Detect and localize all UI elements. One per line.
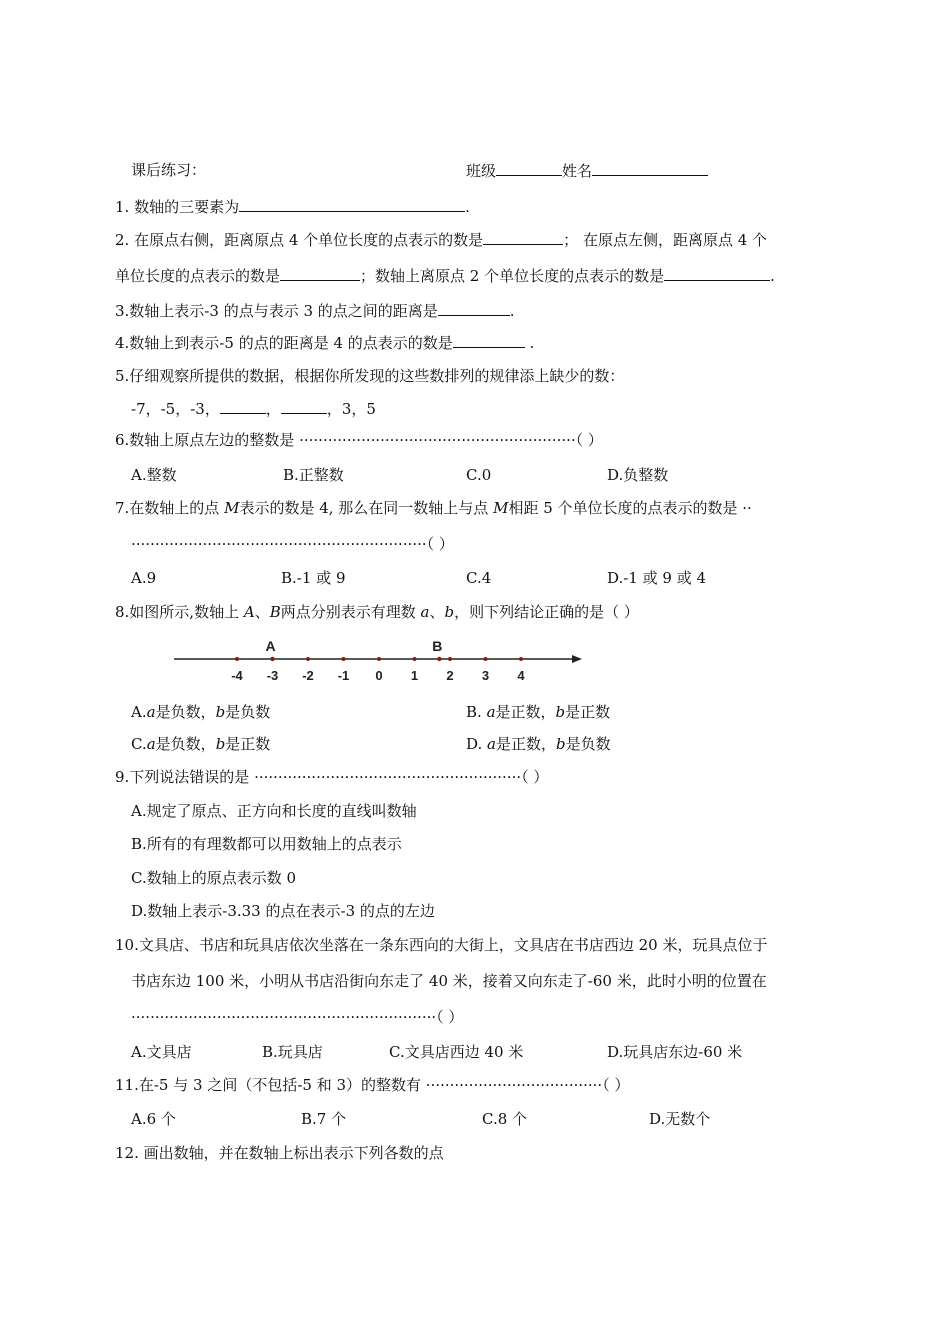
question-10: 10.文具店、书店和玩具店依次坐落在一条东西向的大街上，文具店在书店西边 20 米，玩具点位于: [115, 936, 768, 954]
point-b-label: B: [432, 638, 443, 654]
option-text: 是负数，: [155, 703, 216, 721]
option-b[interactable]: B.所有的有理数都可以用数轴上的点表示: [131, 835, 402, 853]
question-8-text-e: ，则下列结论正确的是（ ）: [454, 603, 639, 621]
option-text: 是正数，: [495, 703, 556, 721]
tick-mark: [484, 657, 488, 661]
question-10-leader: [131, 1007, 463, 1027]
sequence-start: -7，-5，-3，: [131, 400, 220, 418]
option-text: 是负数，: [155, 735, 216, 753]
tick-label: -3: [266, 668, 279, 683]
class-label: 班级: [466, 162, 497, 180]
leader-dots: ·····································: [425, 1076, 603, 1094]
point-a-label: A: [265, 638, 276, 654]
option-a[interactable]: A.规定了原点、正方向和长度的直线叫数轴: [131, 802, 417, 820]
tick-mark: [342, 657, 346, 661]
var-b: b: [215, 703, 226, 721]
question-2-text-a: 2. 在原点右侧，距离原点 4 个单位长度的点表示的数是: [115, 231, 484, 249]
option-c[interactable]: [131, 734, 270, 754]
option-c[interactable]: C.文具店西边 40 米: [389, 1043, 524, 1061]
question-7-text-c: 相距 5 个单位长度的点表示的数是 ··: [508, 499, 752, 517]
question-2-text-b: ； 在原点左侧，距离原点 4 个: [563, 231, 768, 249]
point-m: M: [493, 499, 509, 517]
option-text: 是负数: [565, 735, 611, 753]
var-b: b: [555, 703, 566, 721]
tick-label: 4: [517, 668, 525, 683]
question-10-cont: 书店东边 100 米，小明从书店沿街向东走了 40 米，接着又向东走了-60 米，此时小明的位置在: [131, 972, 767, 990]
question-8-text-c: 两点分别表示有理数: [280, 603, 421, 621]
tick-label: -4: [231, 668, 243, 683]
var-a: a: [420, 603, 430, 621]
option-letter: A.: [131, 703, 147, 721]
answer-blank[interactable]: [281, 398, 327, 414]
question-2-text-c: 单位长度的点表示的数是: [115, 267, 281, 285]
punct: .: [770, 267, 775, 285]
question-2: [115, 229, 767, 250]
question-7-cont: [131, 534, 454, 554]
question-5-sequence: [131, 398, 376, 419]
name-blank[interactable]: [592, 160, 708, 176]
var-a: a: [487, 735, 496, 753]
option-d[interactable]: D.无数个: [649, 1110, 711, 1128]
option-b[interactable]: [466, 702, 610, 722]
question-9-text: 9.下列说法错误的是: [115, 768, 255, 786]
tick-mark: [413, 657, 417, 661]
answer-blank[interactable]: [239, 196, 465, 212]
question-4: [115, 332, 534, 353]
option-b[interactable]: B.-1 或 9: [281, 569, 346, 587]
option-d[interactable]: D.负整数: [607, 466, 669, 484]
answer-blank[interactable]: [664, 265, 770, 281]
question-12: 12. 画出数轴，并在数轴上标出表示下列各数的点: [115, 1144, 444, 1162]
option-letter: B.: [466, 703, 487, 721]
option-d[interactable]: D.数轴上表示-3.33 的点在表示-3 的点的左边: [131, 902, 435, 920]
punct: .: [524, 334, 535, 352]
option-d[interactable]: D.-1 或 9 或 4: [607, 569, 707, 587]
answer-blank[interactable]: [438, 300, 510, 316]
answer-blank[interactable]: [220, 398, 266, 414]
option-a[interactable]: A.文具店: [131, 1043, 192, 1061]
answer-paren[interactable]: （ ）: [426, 535, 454, 553]
answer-paren[interactable]: （ ）: [436, 1008, 464, 1026]
answer-blank[interactable]: [453, 332, 525, 348]
tick-label: 1: [410, 668, 419, 683]
question-9: [115, 767, 548, 787]
question-11-text: 11.在-5 与 3 之间（不包括-5 和 3）的整数有: [115, 1076, 426, 1094]
question-6: [115, 430, 603, 450]
option-text: 是正数: [565, 703, 611, 721]
question-4-text: 4.数轴上到表示-5 的点的距离是 4 的点表示的数是: [115, 334, 453, 352]
leader-dots: ······························································: [131, 535, 427, 553]
point-a: A: [243, 603, 255, 621]
var-b: b: [215, 735, 226, 753]
option-a[interactable]: A.整数: [131, 466, 177, 484]
question-8: [115, 602, 639, 622]
tick-label: -1: [337, 668, 350, 683]
option-d[interactable]: [466, 734, 611, 754]
var-b: b: [556, 735, 566, 753]
tick-mark: [306, 657, 310, 661]
punct: .: [465, 198, 470, 216]
punct: 、: [429, 603, 445, 621]
option-b[interactable]: B.正整数: [283, 466, 344, 484]
var-a: a: [146, 703, 156, 721]
answer-paren[interactable]: （ ）: [602, 1076, 630, 1094]
tick-mark: [235, 657, 239, 661]
option-d[interactable]: D.玩具店东边-60 米: [607, 1043, 743, 1061]
leader-dots: ··························································: [299, 431, 576, 449]
tick-label: 2: [446, 668, 454, 683]
option-text: 是正数，: [495, 735, 556, 753]
answer-blank[interactable]: [280, 265, 360, 281]
tick-mark: [448, 657, 452, 661]
tick-label: -2: [302, 668, 314, 683]
tick-mark: [519, 657, 523, 661]
question-1-text: 1. 数轴的三要素为: [115, 198, 240, 216]
tick-mark: [377, 657, 381, 661]
option-a[interactable]: A.6 个: [131, 1110, 176, 1128]
option-c[interactable]: C.4: [466, 569, 492, 587]
question-8-text-a: 8.如图所示,数轴上: [115, 603, 244, 621]
worksheet-title: 课后练习：: [131, 161, 207, 179]
punct: 、: [254, 603, 270, 621]
leader-dots: ································································: [131, 1008, 437, 1026]
var-a: a: [486, 703, 496, 721]
option-c[interactable]: C.8 个: [482, 1110, 528, 1128]
question-7-text-a: 7.在数轴上的点: [115, 499, 225, 517]
question-5: 5.仔细观察所提供的数据，根据你所发现的这些数排列的规律添上缺少的数：: [115, 367, 625, 385]
tick-label: 0: [375, 668, 383, 683]
arrow-right-icon: [572, 655, 582, 663]
punct: .: [509, 302, 515, 320]
question-7-text-b: 表示的数是 4, 那么在同一数轴上与点: [239, 499, 494, 517]
option-letter: D.: [466, 735, 488, 753]
option-c[interactable]: C.数轴上的原点表示数 0: [131, 869, 297, 887]
option-text: 是正数: [225, 735, 271, 753]
class-blank[interactable]: [496, 160, 562, 176]
point-m: M: [224, 499, 240, 517]
option-a[interactable]: A.9: [131, 569, 157, 587]
question-7: [115, 498, 752, 518]
var-a: a: [146, 735, 156, 753]
option-c[interactable]: C.0: [466, 466, 492, 484]
answer-paren[interactable]: （ ）: [575, 431, 603, 449]
option-b[interactable]: B.7 个: [301, 1110, 347, 1128]
option-b[interactable]: B.玩具店: [262, 1043, 323, 1061]
number-line-figure: [170, 632, 590, 687]
answer-paren[interactable]: （ ）: [521, 768, 549, 786]
answer-blank[interactable]: [483, 229, 563, 245]
point-a-marker: [270, 657, 274, 661]
question-3-text: 3.数轴上表示-3 的点与表示 3 的点之间的距离是: [115, 302, 438, 320]
sequence-end: ，3，5: [326, 400, 376, 418]
option-letter: C.: [131, 735, 147, 753]
question-1: [115, 196, 470, 217]
question-2-text-d: ；数轴上离原点 2 个单位长度的点表示的数是: [360, 267, 665, 285]
option-a[interactable]: [131, 702, 270, 722]
point-b: B: [269, 603, 281, 621]
question-11: [115, 1075, 629, 1095]
class-field: [466, 160, 708, 181]
question-2-cont: [115, 265, 775, 286]
option-text: 是负数: [225, 703, 271, 721]
point-b-marker: [437, 657, 441, 661]
question-6-text: 6.数轴上原点左边的整数是: [115, 431, 300, 449]
var-b: b: [444, 603, 455, 621]
leader-dots: ························································: [254, 768, 522, 786]
tick-label: 3: [481, 668, 490, 683]
punct: ，: [265, 400, 281, 418]
name-label: 姓名: [562, 162, 593, 180]
question-3: [115, 300, 515, 321]
